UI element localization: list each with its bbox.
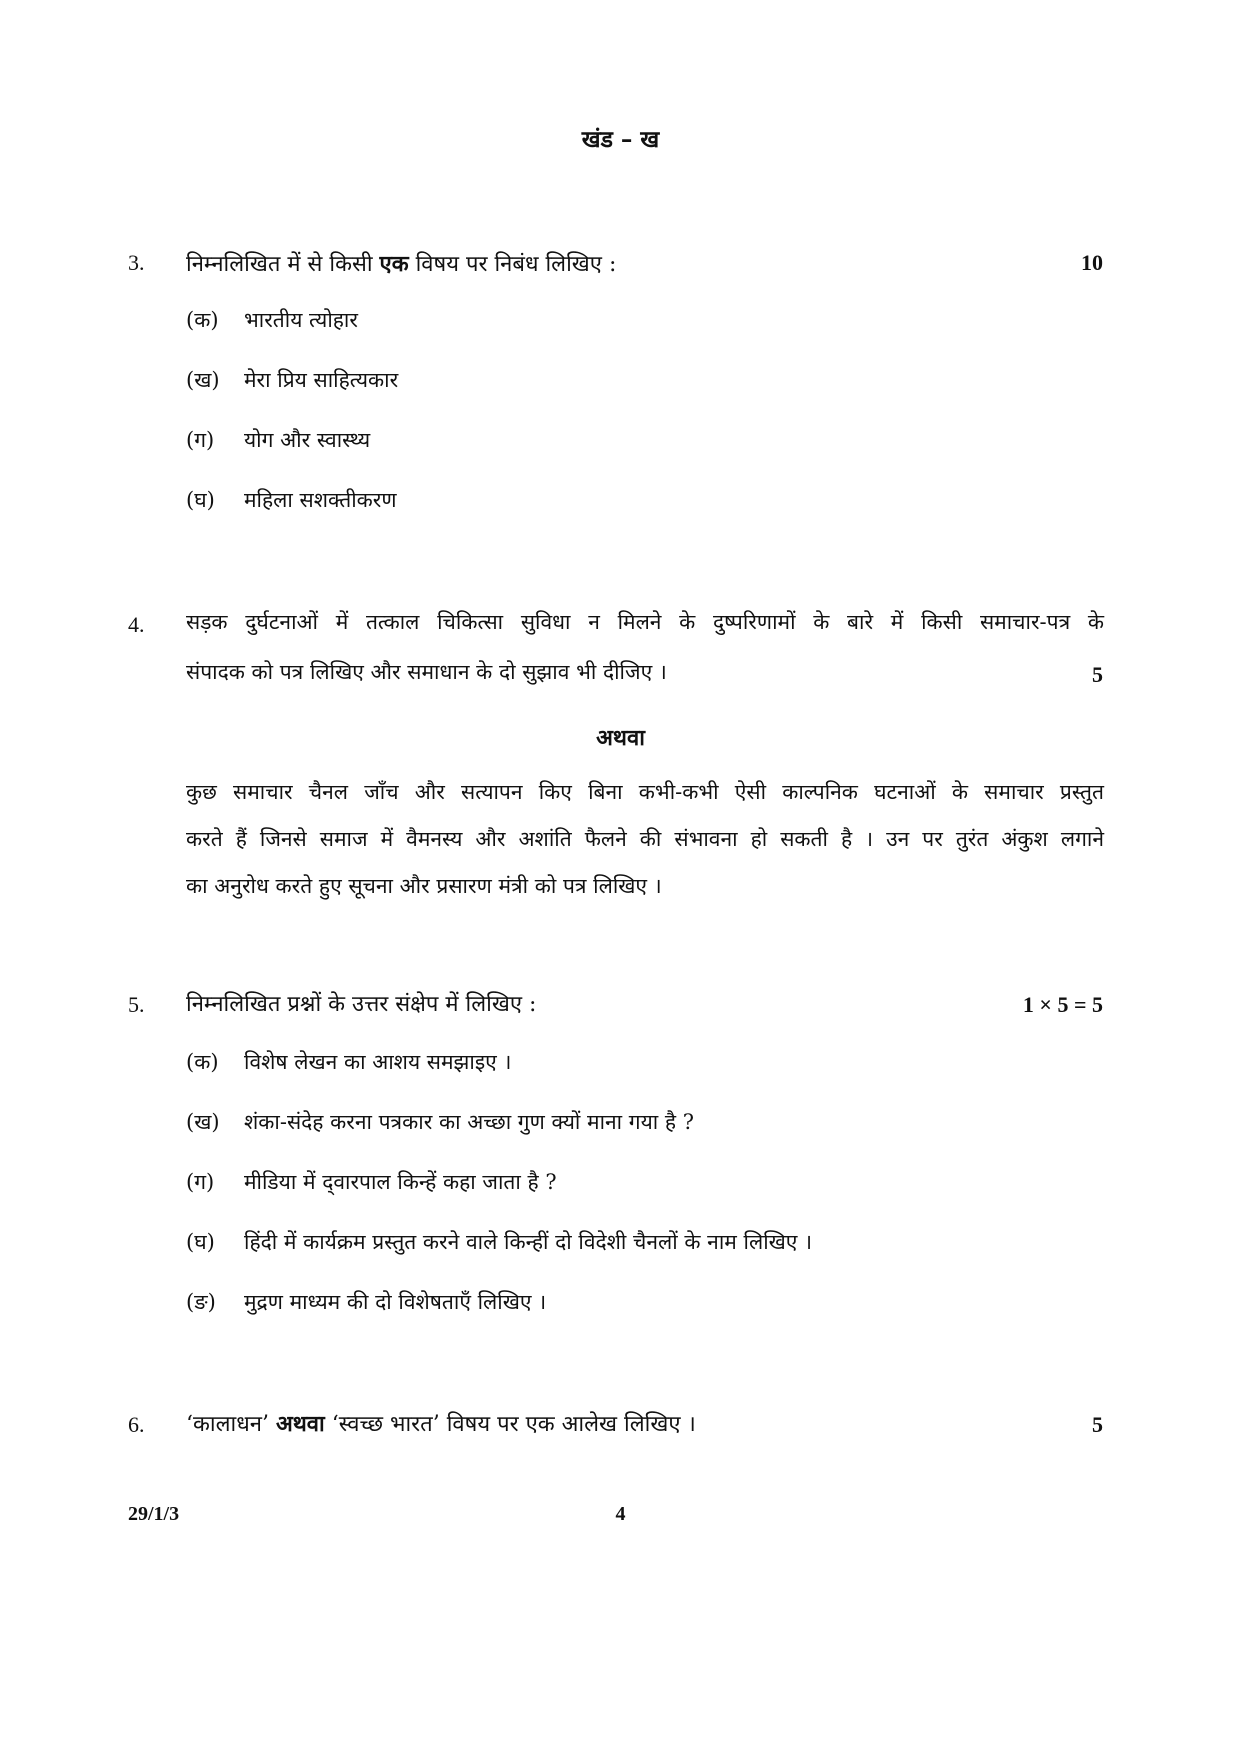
option-text: हिंदी में कार्यक्रम प्रस्तुत करने वाले किन्हीं दो विदेशी चैनलों के नाम लिखिए ।	[244, 1230, 813, 1254]
question-text-emphasis: अथवा	[275, 1411, 325, 1437]
option-text: मेरा प्रिय साहित्यकार	[244, 368, 399, 392]
question-text-part: ‘कालाधन’	[186, 1412, 276, 1437]
question-text	[186, 1408, 696, 1438]
question-marks: 1 × 5 = 5	[1022, 992, 1103, 1017]
question-marks: 5	[1092, 662, 1103, 687]
option-label: (क)	[186, 308, 219, 332]
section-title: खंड – ख	[581, 126, 660, 153]
question-number: 6.	[128, 1412, 145, 1437]
question-text: निम्नलिखित प्रश्नों के उत्तर संक्षेप में लिखिए :	[186, 992, 537, 1017]
alternative-text-line: करते हैं जिनसे समाज में वैमनस्य और अशांति फैलने की संभावना हो सकती है । उन पर तुरंत अंकुश लगाने	[186, 827, 1104, 851]
option-text: मीडिया में द्‌वारपाल किन्हें कहा जाता है ?	[244, 1170, 557, 1194]
option-text: भारतीय त्योहार	[244, 308, 358, 332]
option-label: (ख)	[186, 368, 220, 392]
page-number: 4	[615, 1503, 626, 1525]
question-text	[186, 248, 616, 278]
question-text-part: ‘स्वच्छ भारत’ विषय पर एक आलेख लिखिए ।	[324, 1412, 696, 1437]
question-number: 5.	[128, 992, 145, 1017]
question-number: 4.	[128, 612, 145, 637]
option-label: (घ)	[186, 488, 215, 512]
question-text-part: विषय पर निबंध लिखिए :	[408, 252, 617, 277]
question-text-emphasis: एक	[379, 251, 409, 277]
option-label: (घ)	[186, 1230, 215, 1254]
question-marks: 10	[1081, 250, 1103, 275]
option-text: विशेष लेखन का आशय समझाइए ।	[244, 1050, 512, 1074]
option-text: योग और स्वास्थ्य	[244, 428, 371, 452]
question-marks: 5	[1092, 1412, 1103, 1437]
option-text: महिला सशक्तीकरण	[244, 488, 397, 512]
question-text-line: संपादक को पत्र लिखिए और समाधान के दो सुझाव भी दीजिए ।	[186, 660, 667, 684]
question-text-line: सड़क दुर्घटनाओं में तत्काल चिकित्सा सुविधा न मिलने के दुष्परिणामों के बारे में किसी समाचार-पत्र के	[186, 610, 1104, 634]
option-label: (ङ)	[186, 1290, 216, 1314]
option-label: (ग)	[186, 1170, 215, 1194]
option-text: शंका-संदेह करना पत्रकार का अच्छा गुण क्यों माना गया है ?	[244, 1110, 694, 1134]
paper-code: 29/1/3	[128, 1503, 180, 1525]
option-text: मुद्रण माध्यम की दो विशेषताएँ लिखिए ।	[244, 1290, 547, 1314]
question-number: 3.	[128, 250, 145, 275]
option-label: (ख)	[186, 1110, 220, 1134]
alternative-text-line: का अनुरोध करते हुए सूचना और प्रसारण मंत्री को पत्र लिखिए ।	[186, 874, 662, 898]
alternative-text-line: कुछ समाचार चैनल जाँच और सत्यापन किए बिना कभी-कभी ऐसी काल्पनिक घटनाओं के समाचार प्रस्तुत	[186, 780, 1104, 804]
option-label: (ग)	[186, 428, 215, 452]
question-text-part: निम्नलिखित में से किसी	[186, 252, 380, 277]
option-label: (क)	[186, 1050, 219, 1074]
or-heading: अथवा	[596, 725, 645, 751]
